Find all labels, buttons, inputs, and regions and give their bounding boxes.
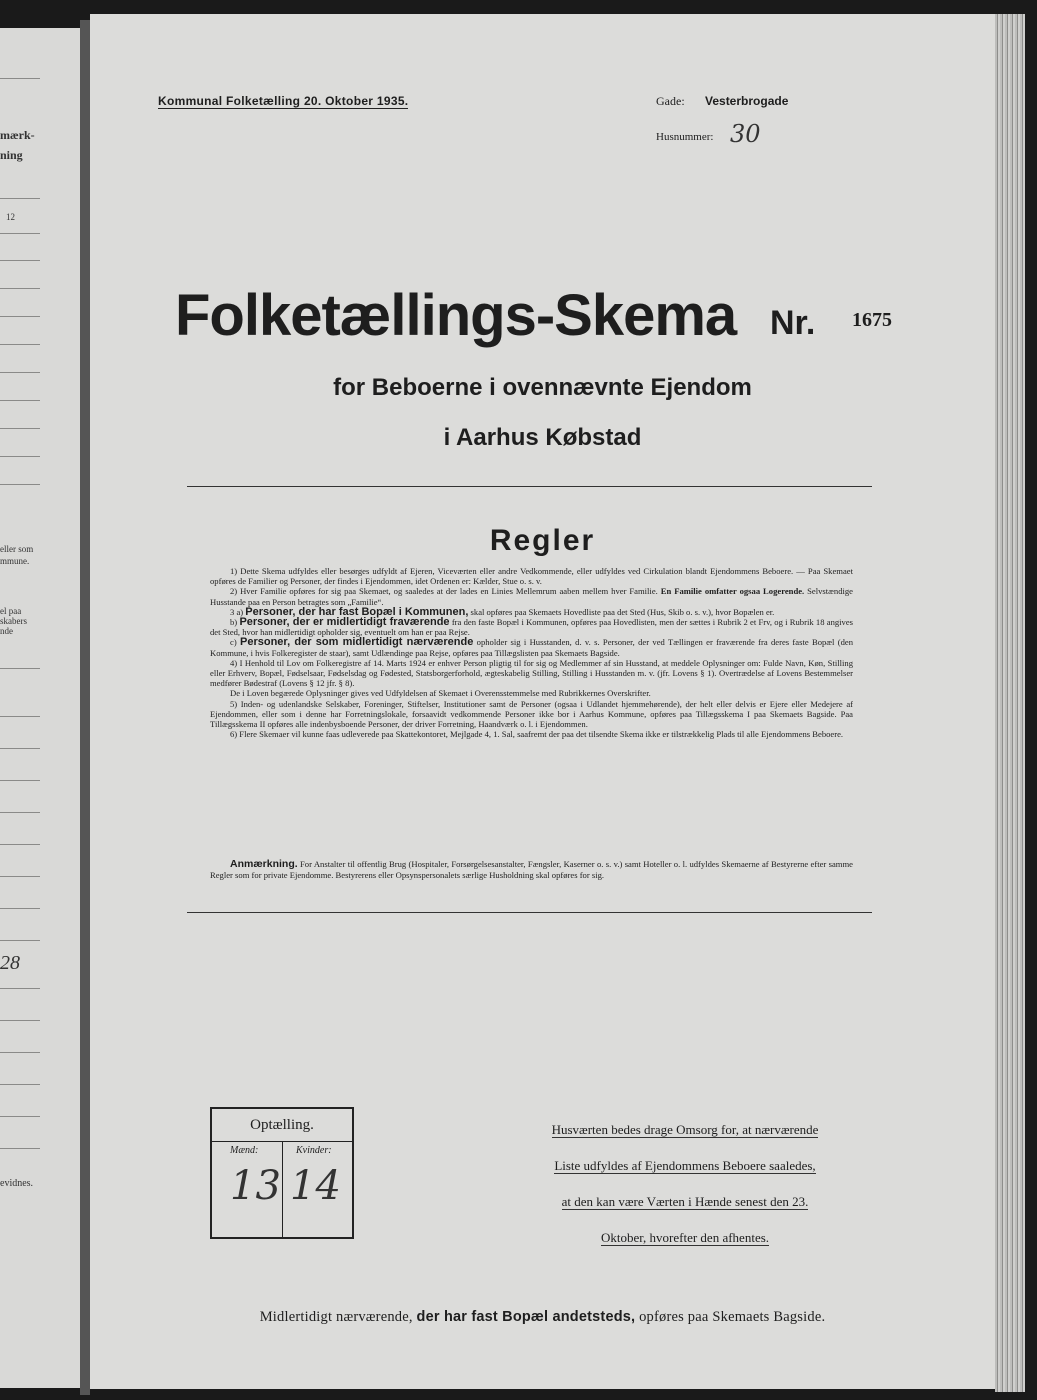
form-subtitle-1: for Beboerne i ovennævnte Ejendom — [333, 374, 752, 401]
maend-label: Mænd: — [230, 1145, 259, 1156]
rule-3b: b) Personer, der er midlertidigt fraværende fra den faste Bopæl i Kommunen, opføres paa Hovedlisten, men der sættes i Rubrik 2 et Frv, og i Rubrik 18 angives det Sted, hvor han midlertidigt opholder sig, eventuelt om han er paa Rejse. — [210, 616, 854, 638]
left-handwritten-number: 28 — [0, 952, 20, 974]
note-line: Husværten bedes drage Omsorg for, at nærværende — [551, 1122, 819, 1137]
census-form-page — [90, 14, 995, 1389]
form-subtitle-2: i Aarhus Købstad — [443, 424, 642, 451]
landlord-note — [515, 1112, 855, 1256]
book-gutter — [80, 20, 90, 1395]
divider-bottom — [187, 912, 872, 913]
gade-value: Vesterbrogade — [705, 94, 789, 108]
rules-text — [210, 566, 853, 739]
left-fragment: 12 — [6, 212, 15, 222]
divider-top — [187, 486, 872, 487]
rule-2: 2) Hver Familie opføres for sig paa Skemaet, og saaledes at der lades en Linies Mellemrum aaben mellem hver Familie. En Familie omfatter ogsaa Logerende. Selvstændige Husstande paa en Person betragtes som „Familie“. — [210, 586, 853, 607]
rule-3c: c) Personer, der som midlertidigt nærværende opholder sig i Husstanden, d. v. s. Personer, der ved Tællingen er fraværende fra deres faste Bopæl (den Kommune, i hvis Folkeregister de staar), samt Udlændinge paa Rejse, opføres paa Tillægslisten paa Skemaets Bagside. — [210, 636, 853, 658]
rule-4: 4) I Henhold til Lov om Folkeregistre af 14. Marts 1924 er enhver Person pligtig til for sig og Medlemmer af sin Husstand, at meddele Oplysninger om: Fulde Navn, Køn, Stilling eller Erhverv, Bopæl, Fødselsaar, Fødselsdag og Fødested, Statsborgerforhold, ægteskabelig Stilling, Stilling i Husstanden m. v. (jfr. Lovens § 1). Overtrædelse af Lovens Bestemmelser medfører Bødestraf (Lovens § 12 jfr. § 8). — [210, 657, 853, 689]
footer-note: Midlertidigt nærværende, der har fast Bopæl andetsteds, opføres paa Skemaets Bagside. — [259, 1309, 826, 1325]
form-nr-value: 1675 — [852, 309, 892, 331]
rule-3a: 3 a) Personer, der har fast Bopæl i Kommunen, skal opføres paa Skemaets Hovedliste paa det Sted (Hus, Skib o. s. v.), hvor Bopælen er. — [230, 605, 775, 618]
regler-heading: Regler — [489, 524, 596, 557]
anmaerkning — [210, 859, 853, 880]
rule-5: 5) Inden- og udenlandske Selskaber, Foreninger, Stiftelser, Institutioner samt de Personer (ogsaa i Udlandet hjemmehørende), der helt eller delvis er Ejere eller Medejere af Ejendommen, eller som i denne har Forretningslokale, forsaavidt vedkommende Personer ikke bor i Aarhus Kommune, opføres paa Tillægsskema I paa Skemaets Bagside. Paa Tillægsskema II opføres alle indenbysboende Personer, der driver Forretning, Haandværk o. l. i Ejendommen. — [210, 698, 853, 730]
page-stack-edge — [995, 14, 1025, 1392]
count-box — [210, 1107, 354, 1239]
left-fragment: mmune. — [0, 556, 30, 566]
form-title: Folketællings-Skema — [175, 283, 737, 348]
rule-6: 6) Flere Skemaer vil kunne faas udleverede paa Skattekontoret, Mejlgade 4, 1. Sal, saafremt der paa det tilsendte Skema ikke er tilstrækkelig Plads til alle Ejendommens Beboere. — [230, 729, 844, 740]
left-fragment: nde — [0, 626, 13, 636]
maend-value: 13 — [230, 1163, 281, 1209]
note-line: Liste udfyldes af Ejendommens Beboere saaledes, — [554, 1158, 816, 1173]
husnummer-label: Husnummer: — [656, 131, 714, 143]
left-fragment: skabers — [0, 616, 27, 626]
rule-1: 1) Dette Skema udfyldes eller besørges udfyldt af Ejeren, Viceværten eller andre Vedkommende, eller udfyldes ved Cirkulation blandt Ejendommens Beboere. — Paa Skemaet opføres de Familier og Personer, der findes i Ejendommen, idet Ordenen er: Kælder, Stue o. s. v. — [210, 566, 853, 587]
anmaerkning-label: Anmærkning. — [230, 858, 298, 870]
note-line: at den kan være Værten i Hænde senest den 23. — [561, 1194, 809, 1209]
husnummer-value: 30 — [730, 120, 761, 148]
anmaerkning-text: For Anstalter til offentlig Brug (Hospitaler, Forsørgelsesanstalter, Fængsler, Kaserner o. s. v.) samt Hoteller o. l. udfyldes Skemaerne af Bestyrerne efter samme Regler som for private Ejendomme. Bestyrerens eller Opsynspersonalets særlige Husholdning skal opføres for sig. — [210, 859, 853, 880]
left-fragment: el paa — [0, 606, 22, 616]
rule-4b: De i Loven begærede Oplysninger gives ved Udfyldelsen af Skemaet i Overensstemmelse med Rubrikkernes Overskrifter. — [230, 688, 651, 699]
count-divider — [282, 1141, 283, 1237]
kvinder-value: 14 — [290, 1163, 341, 1209]
census-header: Kommunal Folketælling 20. Oktober 1935. — [158, 94, 409, 108]
left-fragment: eller som — [0, 544, 34, 554]
form-nr-label: Nr. — [770, 304, 816, 342]
note-line: Oktober, hvorefter den afhentes. — [600, 1230, 770, 1245]
left-fragment: evidnes. — [0, 1178, 34, 1189]
count-heading: Optælling. — [212, 1109, 352, 1142]
kvinder-label: Kvinder: — [296, 1145, 332, 1156]
gade-label: Gade: — [656, 94, 685, 108]
left-page-edge — [0, 28, 80, 1388]
left-fragment: ning — [0, 148, 23, 162]
left-fragment: mærk- — [0, 128, 35, 142]
